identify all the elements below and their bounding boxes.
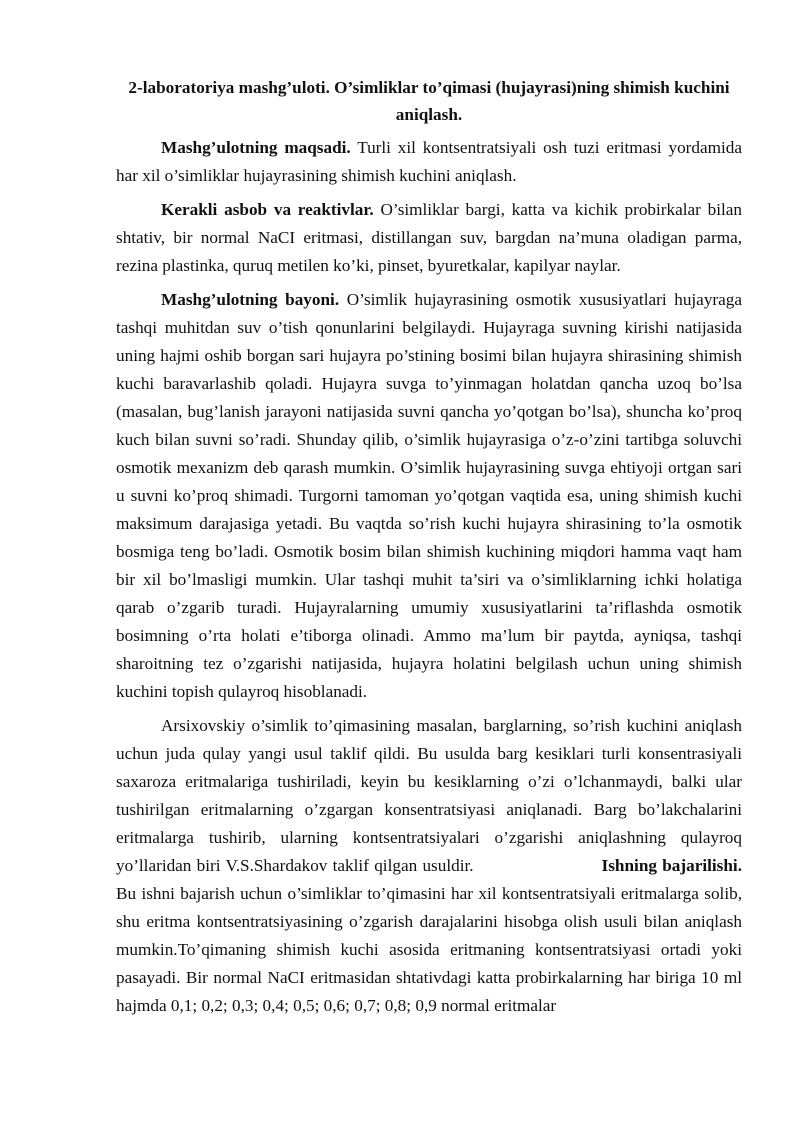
page-title: 2-laboratoriya mashg’uloti. O’simliklar to’qimasi (hujayrasi)ning shimish kuchini aniqlash.	[128, 78, 730, 124]
goal-heading: Mashg’ulotning maqsadi.	[161, 138, 351, 157]
description-heading: Mashg’ulotning bayoni.	[161, 290, 340, 309]
description-paragraph	[116, 286, 742, 706]
method-text: Arsixovskiy o’simlik to’qimasining masalan, barglarning, so’rish kuchini aniqlash uchun juda qulay yangi usul taklif qildi. Bu usulda barg kesiklari turli konsentrasiyali saxaroza eritmalariga tushiriladi, keyin bu kesiklarning o’zi o’lchanmaydi, balki ular tushirilgan eritmalarning o’zgargan konsentratsiyasi aniqlanadi. Barg bo’lakchalarini eritmalarga tushirib, ularning kontsentratsiyalari o’zgarishi aniqlashning qulayroq yo’llaridan biri V.S.Shardakov taklif qilgan usuldir.	[116, 716, 742, 875]
procedure-text: Bu ishni bajarish uchun o’simliklar to’qimasini har xil kontsentratsiyali eritmalarga solib, shu eritma kontsentratsiyasining o’zgarish darajalarini hisobga olish usuli bilan aniqlash mumkin.To’qimaning shimish kuchi asosida eritmaning kontsentratsiyasi ortadi yoki pasayadi. Bir normal NaCI eritmasidan shtativdagi katta probirkalarning har biriga 10 ml hajmda 0,1; 0,2; 0,3; 0,4; 0,5; 0,6; 0,7; 0,8; 0,9 normal eritmalar	[116, 884, 742, 1015]
document-page	[116, 74, 742, 1026]
materials-heading: Kerakli asbob va reaktivlar.	[161, 200, 374, 219]
goal-text: Turli xil kontsentratsiyali osh tuzi eritmasi yordamida har xil o’simliklar hujayrasining shimish kuchini aniqlash.	[116, 138, 742, 185]
goal-paragraph	[116, 134, 742, 190]
procedure-heading: Ishning bajarilishi.	[601, 856, 742, 875]
description-text: O’simlik hujayrasining osmotik xususiyatlari hujayraga tashqi muhitdan suv o’tish qonunlarini belgilaydi. Hujayraga suvning kirishi natijasida uning hajmi oshib borgan sari hujayra po’stining bosimi bilan hujayra shirasining shimish kuchi baravarlashib qoladi. Hujayra suvga to’yinmagan holatdan qancha uzoq bo’lsa (masalan, bug’lanish jarayoni natijasida suvni qancha yo’qotgan bo’lsa), shuncha ko’proq kuch bilan suvni so’radi. Shunday qilib, o’simlik hujayrasiga o’z-o’zini tartibga soluvchi osmotik mexanizm deb qarash mumkin. O’simlik hujayrasining suvga ehtiyoji ortgan sari u suvni ko’proq shimadi. Turgorni tamoman yo’qotgan vaqtida esa, uning shimish kuchi maksimum darajasiga yetadi. Bu vaqtda so’rish kuchi hujayra shirasining to’la osmotik bosmiga teng bo’ladi. Osmotik bosim bilan shimish kuchining miqdori hamma vaqt ham bir xil bo’lmasligi mumkin. Ular tashqi muhit ta’siri va o’simliklarning ichki holatiga qarab o’zgarib turadi. Hujayralarning umumiy xususiyatlarini ta’riflashda osmotik bosimning o’rta holati e’tiborga olinadi. Ammo ma’lum bir paytda, ayniqsa, tashqi sharoitning tez o’zgarishi natijasida, hujayra holatini belgilash uchun uning shimish kuchini topish qulayroq hisoblanadi.	[116, 290, 742, 701]
materials-text: O’simliklar bargi, katta va kichik probirkalar bilan shtativ, bir normal NaCI eritmasi, distillangan suv, bargdan na’muna oladigan parma, rezina plastinka, quruq metilen ko’ki, pinset, byuretkalar, kapilyar naylar.	[116, 200, 743, 275]
method-paragraph	[116, 712, 742, 1020]
materials-paragraph	[116, 196, 742, 280]
